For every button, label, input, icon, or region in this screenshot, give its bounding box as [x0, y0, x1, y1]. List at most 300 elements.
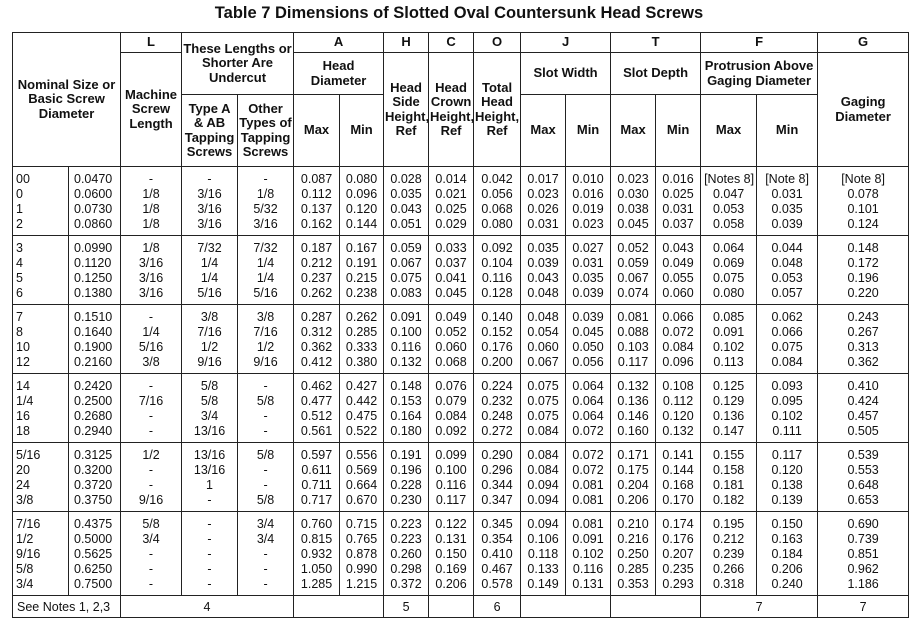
gaging-diameter-value: 0.851	[847, 547, 879, 561]
head-crown-height-value: 0.099	[435, 448, 467, 462]
head-dia-min-value: 1.215	[345, 577, 378, 591]
slot-depth-min-value: 0.025	[662, 187, 694, 201]
head-dia-max-value: 0.162	[300, 217, 333, 231]
total-head-height-value: 0.410	[481, 547, 513, 561]
slot-depth-min-value: 0.293	[662, 577, 694, 591]
other-types-length-value: -	[263, 424, 268, 438]
head-crown-height-header: Head Crown Height, Ref	[429, 53, 474, 167]
total-head-height-value: 0.224	[481, 379, 513, 393]
protrusion-max-value: 0.075	[712, 271, 745, 285]
type-a-length-value: 3/8	[200, 310, 219, 324]
other-types-header: Other Types of Tapping Screws	[238, 95, 294, 167]
basic-diameter-value: 0.3125	[74, 448, 113, 462]
slot-width-min-cell	[566, 374, 611, 443]
head-dia-max-value: 0.561	[300, 424, 333, 438]
col-f-header: F	[701, 33, 818, 53]
head-side-height-value: 0.028	[390, 172, 422, 186]
gaging-diameter-value: 0.553	[847, 463, 879, 477]
head-dia-max-value: 0.087	[300, 172, 333, 186]
total-head-height-cell	[474, 167, 521, 236]
slot-depth-max-value: 0.250	[617, 547, 649, 561]
head-dia-max-value: 1.050	[300, 562, 333, 576]
other-types-length-cell	[238, 167, 294, 236]
gaging-diameter-value: 0.362	[847, 355, 879, 369]
protrusion-min-value: 0.102	[771, 409, 803, 423]
basic-diameter-value: 0.2500	[74, 394, 113, 408]
total-head-height-value: 0.232	[481, 394, 513, 408]
j-notes-cell	[521, 596, 611, 618]
col-h-header: H	[384, 33, 429, 53]
nominal-size-header: Nominal Size or Basic Screw Diameter	[13, 33, 121, 167]
slot-width-max-value: 0.054	[527, 325, 559, 339]
slot-width-min-value: 0.102	[572, 547, 604, 561]
machine-length-value: 5/8	[142, 517, 160, 531]
slot-depth-min-value: 0.037	[662, 217, 694, 231]
head-side-height-cell	[384, 167, 429, 236]
head-dia-min-value: 0.569	[345, 463, 378, 477]
basic-diameter-value: 0.1900	[74, 340, 113, 354]
total-head-height-value: 0.080	[481, 217, 513, 231]
slot-depth-min-value: 0.141	[662, 448, 694, 462]
slot-width-max-cell	[521, 167, 566, 236]
head-dia-max-value: 0.815	[300, 532, 333, 546]
slot-depth-min-value: 0.112	[662, 394, 694, 408]
head-side-height-value: 0.043	[390, 202, 422, 216]
head-side-height-value: 0.223	[390, 532, 422, 546]
machine-length-value: -	[148, 577, 154, 591]
machine-length-value: 9/16	[138, 493, 164, 507]
nominal-size-value: 8	[16, 325, 23, 339]
head-side-height-value: 0.223	[390, 517, 422, 531]
total-head-height-value: 0.116	[481, 271, 513, 285]
head-side-height-value: 0.180	[390, 424, 422, 438]
head-crown-height-value: 0.084	[435, 409, 467, 423]
head-dia-min-value: 0.427	[345, 379, 378, 393]
basic-diameter-value: 0.0860	[74, 217, 113, 231]
table-row-group	[13, 374, 909, 443]
head-dia-max-cell	[294, 305, 340, 374]
head-crown-height-value: 0.079	[435, 394, 467, 408]
protrusion-max-cell	[701, 236, 757, 305]
total-head-height-value: 0.140	[481, 310, 513, 324]
head-dia-min-value: 0.556	[345, 448, 378, 462]
other-types-length-cell	[238, 236, 294, 305]
type-a-length-value: 1	[206, 478, 213, 492]
head-crown-height-value: 0.150	[435, 547, 467, 561]
type-a-length-value: -	[207, 517, 212, 531]
protrusion-max-value: 0.212	[712, 532, 745, 546]
total-head-height-cell	[474, 236, 521, 305]
type-a-length-cell	[182, 512, 238, 596]
protrusion-min-value: 0.084	[771, 355, 803, 369]
slot-width-max-value: 0.094	[527, 493, 559, 507]
other-types-length-value: -	[263, 379, 268, 393]
head-dia-max-value: 0.412	[300, 355, 333, 369]
head-dia-min-value: 0.765	[345, 532, 378, 546]
protrusion-min-value: 0.035	[771, 202, 803, 216]
head-dia-max-cell	[294, 167, 340, 236]
nominal-size-cell	[13, 167, 69, 236]
type-a-length-value: 13/16	[193, 463, 226, 477]
other-types-length-cell	[238, 374, 294, 443]
slot-depth-max-cell	[611, 236, 656, 305]
type-a-length-value: 1/4	[200, 271, 219, 285]
head-crown-height-value: 0.037	[435, 256, 467, 270]
slot-width-min-value: 0.081	[572, 493, 604, 507]
head-side-height-header: Head Side Height, Ref	[384, 53, 429, 167]
protrusion-max-value: 0.155	[712, 448, 745, 462]
head-side-height-value: 0.059	[390, 241, 422, 255]
nominal-size-value: 3/8	[16, 493, 34, 507]
head-crown-height-value: 0.029	[435, 217, 467, 231]
machine-length-value: -	[148, 478, 154, 492]
table-row-group	[13, 236, 909, 305]
slot-width-max-value: 0.149	[527, 577, 559, 591]
gaging-diameter-value: 0.148	[847, 241, 879, 255]
head-dia-min-value: 0.120	[345, 202, 378, 216]
type-a-length-value: 13/16	[193, 424, 226, 438]
slot-depth-max-value: 0.216	[617, 532, 649, 546]
head-crown-height-value: 0.021	[435, 187, 467, 201]
machine-length-value: -	[148, 172, 154, 186]
nominal-size-value: 12	[16, 355, 30, 369]
head-dia-min-value: 0.442	[345, 394, 378, 408]
head-side-height-cell	[384, 236, 429, 305]
slot-width-header: Slot Width	[521, 53, 611, 95]
nominal-size-value: 16	[16, 409, 30, 423]
slot-depth-min-cell	[656, 236, 701, 305]
nominal-size-value: 9/16	[16, 547, 41, 561]
slot-width-max-value: 0.075	[527, 394, 559, 408]
gaging-diameter-cell	[818, 236, 909, 305]
head-dia-min-value: 0.080	[345, 172, 378, 186]
slot-width-max-cell	[521, 443, 566, 512]
head-crown-height-cell	[429, 167, 474, 236]
other-types-length-value: 5/8	[256, 493, 275, 507]
basic-diameter-value: 0.0470	[74, 172, 113, 186]
slot-depth-min-cell	[656, 167, 701, 236]
slot-depth-min-value: 0.132	[662, 424, 694, 438]
slot-depth-max-value: 0.052	[617, 241, 649, 255]
head-dia-max-value: 0.717	[300, 493, 333, 507]
nominal-size-value: 7	[16, 310, 23, 324]
basic-diameter-cell	[69, 443, 121, 512]
nominal-size-value: 2	[16, 217, 23, 231]
head-dia-max-value: 0.711	[301, 478, 332, 492]
head-dia-min-value: 0.144	[345, 217, 378, 231]
nominal-size-value: 3	[16, 241, 23, 255]
total-head-height-value: 0.296	[481, 463, 513, 477]
a-notes-cell	[294, 596, 384, 618]
total-head-height-value: 0.152	[481, 325, 513, 339]
protrusion-max-value: 0.047	[712, 187, 745, 201]
machine-length-value: -	[148, 424, 154, 438]
nominal-size-cell	[13, 374, 69, 443]
protrusion-max-value: 0.058	[712, 217, 745, 231]
machine-length-value: 3/8	[142, 355, 160, 369]
nominal-size-value: 10	[16, 340, 30, 354]
other-types-length-value: 5/16	[253, 286, 278, 300]
basic-diameter-value: 0.7500	[74, 577, 113, 591]
total-head-height-value: 0.056	[481, 187, 513, 201]
total-head-height-value: 0.290	[481, 448, 513, 462]
basic-diameter-value: 0.5625	[74, 547, 113, 561]
slot-width-max-value: 0.075	[527, 409, 559, 423]
nominal-size-cell	[13, 443, 69, 512]
slot-depth-max-value: 0.038	[617, 202, 649, 216]
head-crown-height-value: 0.092	[435, 424, 467, 438]
basic-diameter-cell	[69, 305, 121, 374]
other-types-length-value: 1/4	[256, 256, 275, 270]
slot-width-max-value: 0.035	[527, 241, 559, 255]
slot-width-min-value: 0.050	[572, 340, 604, 354]
other-types-length-value: 3/8	[256, 310, 275, 324]
gaging-diameter-cell	[818, 305, 909, 374]
slot-width-min-value: 0.131	[572, 577, 604, 591]
slot-width-min-cell	[566, 443, 611, 512]
machine-length-value: -	[148, 379, 154, 393]
head-crown-height-value: 0.025	[435, 202, 467, 216]
slot-depth-max-value: 0.171	[617, 448, 649, 462]
slot-depth-min-value: 0.120	[662, 409, 694, 423]
slot-depth-header: Slot Depth	[611, 53, 701, 95]
protrusion-max-value: 0.129	[712, 394, 745, 408]
basic-diameter-value: 0.6250	[74, 562, 113, 576]
head-dia-max-cell	[294, 236, 340, 305]
machine-length-value: 1/8	[142, 241, 160, 255]
nominal-size-cell	[13, 236, 69, 305]
slot-width-min-value: 0.091	[572, 532, 604, 546]
slot-width-max-value: 0.118	[527, 547, 559, 561]
gaging-diameter-value: 0.962	[847, 562, 879, 576]
other-types-length-value: -	[263, 478, 268, 492]
head-dia-min-value: 0.215	[345, 271, 378, 285]
nominal-size-value: 1/2	[16, 532, 34, 546]
type-a-length-value: 7/32	[197, 241, 222, 255]
slot-depth-max-cell	[611, 305, 656, 374]
head-side-height-cell	[384, 512, 429, 596]
head-side-height-value: 0.298	[390, 562, 422, 576]
protrusion-min-value: 0.031	[771, 187, 803, 201]
protrusion-min-value: [Note 8]	[765, 172, 809, 186]
head-side-height-value: 0.260	[390, 547, 422, 561]
slot-width-min-value: 0.072	[572, 463, 604, 477]
type-a-length-cell	[182, 167, 238, 236]
slot-width-min-cell	[566, 305, 611, 374]
head-side-height-value: 0.132	[390, 355, 422, 369]
slot-depth-max-value: 0.030	[617, 187, 649, 201]
protrusion-max-value: [Notes 8]	[704, 172, 755, 186]
slot-depth-max-value: 0.160	[617, 424, 649, 438]
protrusion-min-value: 0.093	[771, 379, 803, 393]
slot-width-max-value: 0.017	[527, 172, 559, 186]
gaging-diameter-value: 0.539	[847, 448, 879, 462]
gaging-diameter-cell	[818, 512, 909, 596]
type-a-length-value: 3/4	[200, 409, 219, 423]
machine-screw-length-header: Machine Screw Length	[121, 53, 182, 167]
protrusion-min-value: 0.039	[771, 217, 803, 231]
head-side-height-cell	[384, 374, 429, 443]
slot-depth-max-value: 0.136	[617, 394, 649, 408]
protrusion-min-value: 0.120	[771, 463, 803, 477]
head-dia-max-value: 0.312	[300, 325, 333, 339]
slot-depth-max-value: 0.088	[617, 325, 649, 339]
col-l-header: L	[121, 33, 182, 53]
slot-width-max-cell	[521, 512, 566, 596]
head-crown-height-value: 0.052	[435, 325, 467, 339]
slot-width-min-value: 0.031	[572, 256, 604, 270]
head-dia-min-value: 0.191	[345, 256, 378, 270]
head-dia-min-cell	[340, 305, 384, 374]
head-crown-height-value: 0.068	[435, 355, 467, 369]
gaging-diameter-value: [Note 8]	[841, 172, 885, 186]
protrusion-max-value: 0.085	[712, 310, 745, 324]
head-crown-height-value: 0.014	[435, 172, 467, 186]
gaging-diameter-cell	[818, 443, 909, 512]
other-types-length-value: 7/16	[253, 325, 278, 339]
slot-depth-min-cell	[656, 512, 701, 596]
type-a-length-cell	[182, 305, 238, 374]
slot-depth-min-value: 0.176	[662, 532, 694, 546]
f-notes-cell: 7	[701, 596, 818, 618]
head-dia-max-value: 0.187	[300, 241, 333, 255]
type-a-length-value: 5/8	[200, 394, 219, 408]
head-side-height-value: 0.035	[390, 187, 422, 201]
protrusion-min-value: 0.095	[771, 394, 803, 408]
gaging-diameter-value: 0.313	[847, 340, 879, 354]
slot-depth-min-value: 0.174	[662, 517, 694, 531]
slot-width-min-value: 0.023	[572, 217, 604, 231]
slot-depth-max-value: 0.081	[617, 310, 649, 324]
head-dia-max-value: 0.287	[300, 310, 333, 324]
col-j-header: J	[521, 33, 611, 53]
gaging-diameter-value: 0.690	[847, 517, 879, 531]
nominal-size-value: 00	[16, 172, 30, 186]
basic-diameter-value: 0.3750	[74, 493, 113, 507]
protrusion-min-value: 0.184	[771, 547, 803, 561]
slot-width-max-value: 0.094	[527, 478, 559, 492]
slot-depth-max-value: 0.146	[617, 409, 649, 423]
gaging-diameter-cell	[818, 167, 909, 236]
slot-width-max-value: 0.106	[527, 532, 559, 546]
slot-width-max-cell	[521, 374, 566, 443]
head-dia-max-value: 0.597	[300, 448, 333, 462]
nominal-size-cell	[13, 512, 69, 596]
type-a-length-value: 5/8	[200, 379, 219, 393]
other-types-length-value: 9/16	[253, 355, 278, 369]
head-side-height-value: 0.083	[390, 286, 422, 300]
col-c-header: C	[429, 33, 474, 53]
head-crown-height-value: 0.131	[435, 532, 467, 546]
basic-diameter-cell	[69, 374, 121, 443]
head-dia-min-cell	[340, 443, 384, 512]
protrusion-min-value: 0.044	[771, 241, 803, 255]
machine-length-value: -	[148, 463, 154, 477]
machine-length-cell	[121, 374, 182, 443]
slot-depth-min-value: 0.016	[662, 172, 694, 186]
machine-length-cell	[121, 305, 182, 374]
protrusion-max-value: 0.064	[712, 241, 745, 255]
type-a-length-value: 13/16	[193, 448, 226, 462]
head-dia-min-cell	[340, 374, 384, 443]
head-side-height-value: 0.148	[390, 379, 422, 393]
machine-length-value: 1/8	[142, 187, 160, 201]
other-types-length-value: 3/4	[256, 517, 275, 531]
head-dia-min-value: 0.167	[345, 241, 378, 255]
type-a-length-value: -	[207, 532, 212, 546]
head-side-height-cell	[384, 305, 429, 374]
other-types-length-value: 3/16	[253, 217, 278, 231]
nominal-size-value: 14	[16, 379, 30, 393]
c-notes-cell	[429, 596, 474, 618]
a-max-header: Max	[294, 95, 340, 167]
slot-depth-max-cell	[611, 512, 656, 596]
protrusion-min-cell	[757, 374, 818, 443]
j-min-header: Min	[566, 95, 611, 167]
basic-diameter-value: 0.3720	[74, 478, 113, 492]
machine-length-value: -	[148, 562, 154, 576]
slot-depth-min-value: 0.168	[662, 478, 694, 492]
head-side-height-value: 0.228	[390, 478, 422, 492]
slot-width-min-value: 0.072	[572, 448, 604, 462]
head-side-height-value: 0.372	[390, 577, 422, 591]
slot-depth-max-value: 0.023	[617, 172, 649, 186]
total-head-height-cell	[474, 374, 521, 443]
g-notes-cell: 7	[818, 596, 909, 618]
protrusion-max-value: 0.125	[712, 379, 745, 393]
nominal-size-value: 5/16	[16, 448, 41, 462]
o-notes-cell: 6	[474, 596, 521, 618]
slot-depth-max-value: 0.206	[617, 493, 649, 507]
head-dia-min-value: 0.990	[345, 562, 378, 576]
slot-width-min-value: 0.064	[572, 409, 604, 423]
basic-diameter-cell	[69, 512, 121, 596]
slot-width-min-value: 0.016	[572, 187, 604, 201]
f-max-header: Max	[701, 95, 757, 167]
machine-length-value: 1/4	[142, 325, 160, 339]
slot-depth-max-value: 0.059	[617, 256, 649, 270]
head-dia-max-value: 0.262	[300, 286, 333, 300]
protrusion-max-value: 0.181	[712, 478, 745, 492]
slot-depth-max-cell	[611, 443, 656, 512]
head-crown-height-value: 0.060	[435, 340, 467, 354]
slot-width-min-value: 0.019	[572, 202, 604, 216]
gaging-diameter-cell	[818, 374, 909, 443]
slot-width-min-value: 0.064	[572, 379, 604, 393]
nominal-size-value: 18	[16, 424, 30, 438]
basic-diameter-value: 0.1250	[74, 271, 113, 285]
slot-depth-max-value: 0.204	[617, 478, 649, 492]
t-notes-cell	[611, 596, 701, 618]
nominal-size-value: 6	[16, 286, 23, 300]
protrusion-min-value: 0.075	[771, 340, 803, 354]
machine-length-value: -	[148, 310, 154, 324]
protrusion-min-value: 0.053	[771, 271, 803, 285]
nominal-size-value: 5/8	[16, 562, 34, 576]
protrusion-max-cell	[701, 374, 757, 443]
basic-diameter-value: 0.4375	[74, 517, 113, 531]
gaging-diameter-value: 0.505	[847, 424, 879, 438]
head-dia-max-value: 0.237	[300, 271, 333, 285]
slot-depth-min-value: 0.049	[662, 256, 694, 270]
gaging-diameter-value: 0.124	[847, 217, 879, 231]
head-dia-max-value: 0.137	[300, 202, 333, 216]
slot-depth-max-cell	[611, 374, 656, 443]
gaging-diameter-value: 0.648	[847, 478, 879, 492]
slot-width-max-value: 0.075	[527, 379, 559, 393]
head-crown-height-cell	[429, 443, 474, 512]
slot-depth-min-cell	[656, 305, 701, 374]
